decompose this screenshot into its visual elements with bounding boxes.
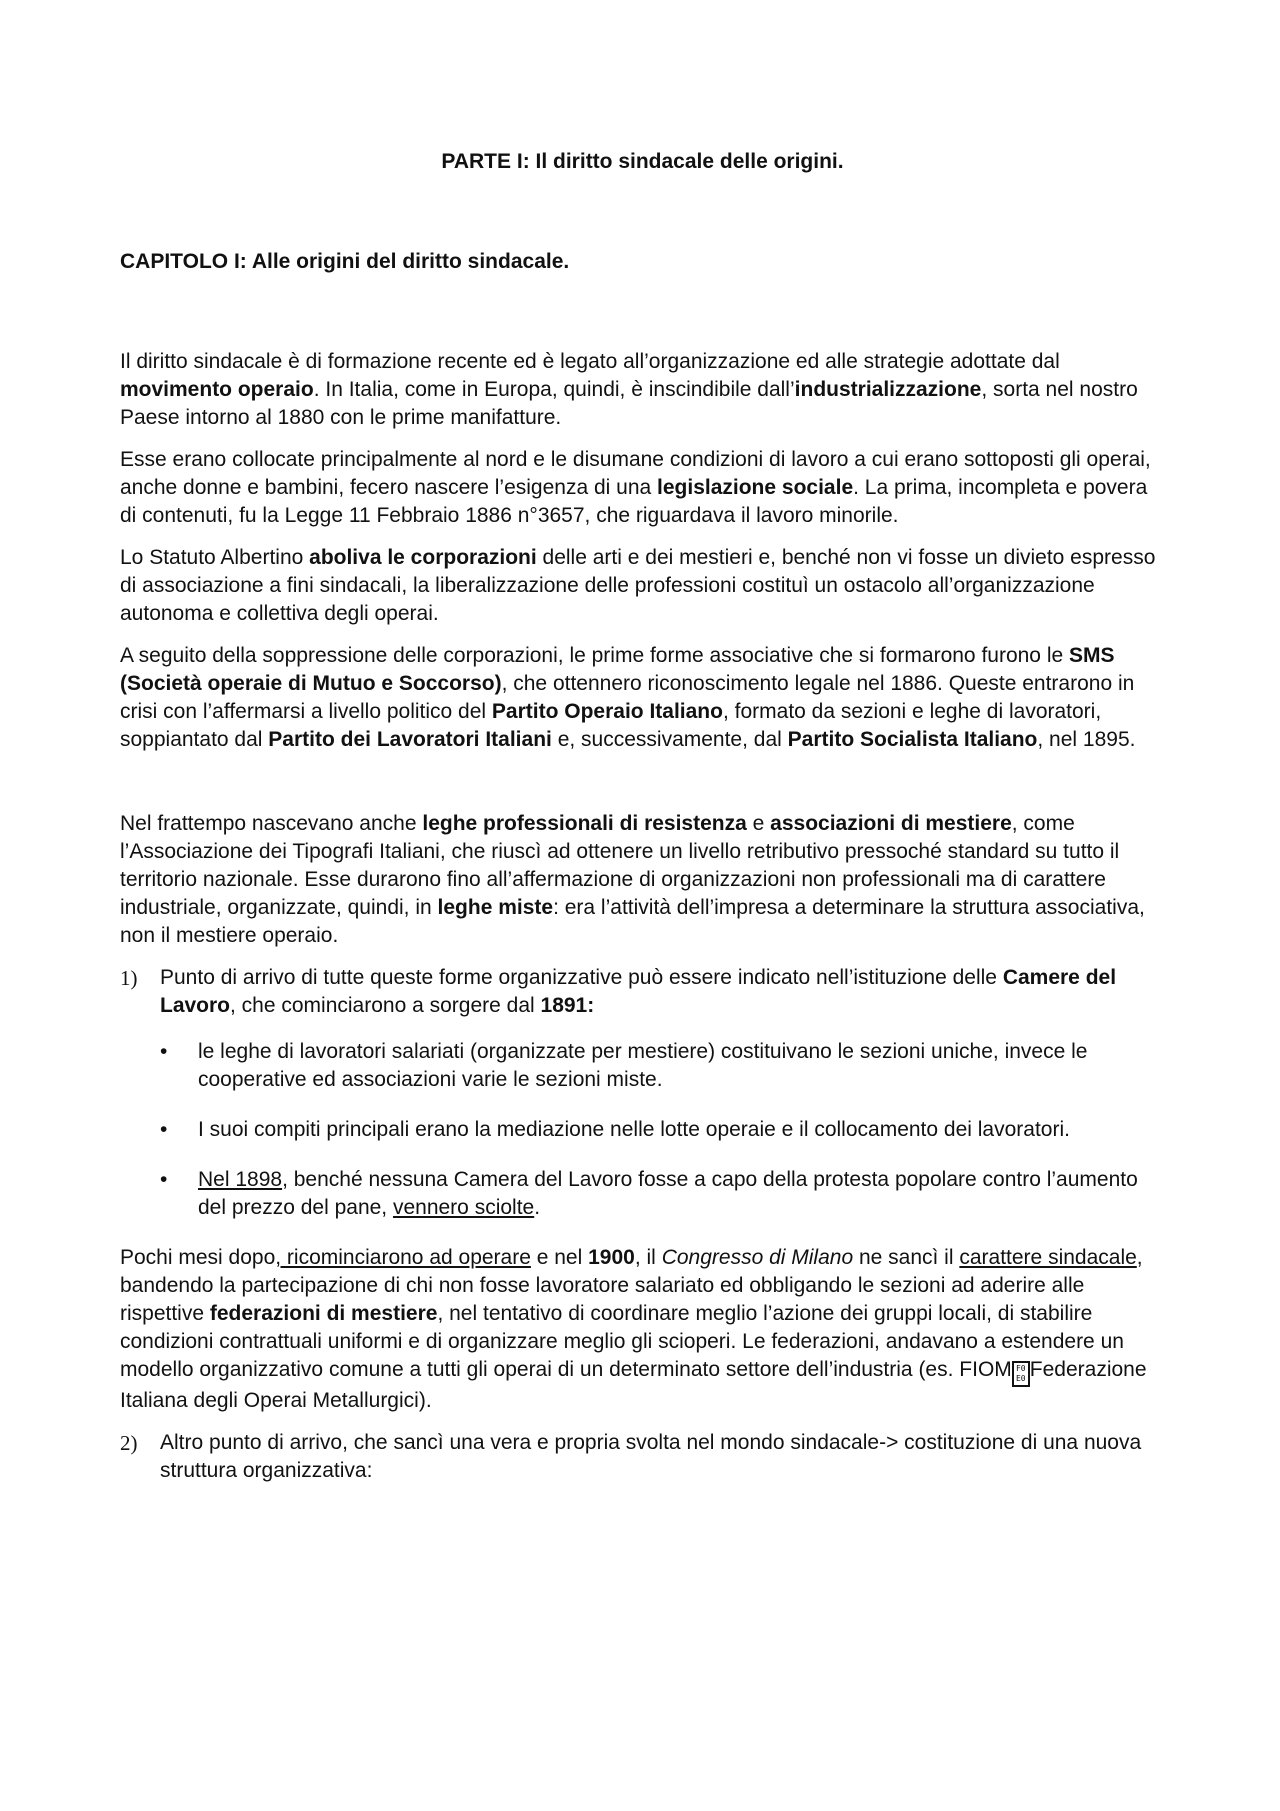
bullet-icon: • — [160, 1168, 168, 1191]
item-number: 1) — [120, 966, 138, 990]
chapter-title: CAPITOLO I: Alle origini del diritto sindacale. — [120, 250, 570, 273]
paragraph-social-legislation: Esse erano collocate principalmente al nord e le disumane condizioni di lavoro a cui erano sottoposti gli operai, anche donne e bambini, fecero nascere l’esigenza di una legislazione sociale. La prima, incompleta e povera di contenuti, fu la Legge 11 Febbraio 1886 n°3657, che riguardava il lavoro minorile. — [120, 448, 1151, 527]
paragraph-intro: Il diritto sindacale è di formazione recente ed è legato all’organizzazione ed alle strategie adottate dal movimento operaio. In Italia, come in Europa, quindi, è inscindibile dall’industrializzazione, sorta nel nostro Paese intorno al 1880 con le prime manifatture. — [120, 350, 1138, 429]
bullet-icon: • — [160, 1040, 168, 1063]
bullet-list — [120, 1038, 1165, 1222]
item-text: Altro punto di arrivo, che sancì una vera e propria svolta nel mondo sindacale-> costituzione di una nuova struttura organizzativa: — [160, 1431, 1142, 1482]
item-text: Punto di arrivo di tutte queste forme organizzative può essere indicato nell’istituzione delle Camere del Lavoro, che cominciarono a sorgere dal 1891: — [160, 966, 1117, 1017]
paragraph-statuto-albertino: Lo Statuto Albertino aboliva le corporazioni delle arti e dei mestieri e, benché non vi fosse un divieto espresso di associazione a fini sindacali, la liberalizzazione delle professioni costituì un ostacolo all’organizzazione autonoma e collettiva degli operai. — [120, 546, 1156, 625]
numbered-item-2 — [120, 1429, 1165, 1485]
bullet-item: • I suoi compiti principali erano la mediazione nelle lotte operaie e il collocamento dei lavoratori. — [120, 1116, 1165, 1144]
bullet-item: • Nel 1898, benché nessuna Camera del Lavoro fosse a capo della protesta popolare contro l’aumento del prezzo del pane, vennero sciolte. — [160, 1168, 1138, 1219]
part-title: PARTE I: Il diritto sindacale delle origini. — [441, 150, 844, 173]
paragraph-sms: A seguito della soppressione delle corporazioni, le prime forme associative che si formarono furono le SMS (Società operaie di Mutuo e Soccorso), che ottennero riconoscimento legale nel 1886. Queste entrarono in crisi con l’affermarsi a livello politico del Partito Operaio Italiano, formato da sezioni e leghe di lavoratori, soppiantato dal Partito dei Lavoratori Italiani e, successivamente, dal Partito Socialista Italiano, nel 1895. — [120, 644, 1136, 751]
bullet-item: • le leghe di lavoratori salariati (organizzate per mestiere) costituivano le sezioni uniche, invece le cooperative ed associazioni varie le sezioni miste. — [160, 1040, 1088, 1091]
missing-glyph-icon: F0 E0 — [1012, 1361, 1030, 1387]
paragraph-congresso-milano: Pochi mesi dopo, ricominciarono ad operare e nel 1900, il Congresso di Milano ne sancì il carattere sindacale, bandendo la partecipazione di chi non fosse lavoratore salariato ed obbligando le sezioni ad aderire alle rispettive federazioni di mestiere, nel tentativo di coordinare meglio l’azione dei gruppi locali, di stabilire condizioni contrattuali uniformi e di organizzare meglio gli scioperi. Le federazioni, andavano a estendere un modello organizzativo comune a tutti gli operai di un determinato settore dell’industria (es. FIOM F0 E0 Federazione Italiana degli Operai Metallurgici). — [120, 1246, 1147, 1412]
document-page — [120, 148, 1165, 1503]
paragraph-leghe: Nel frattempo nascevano anche leghe professionali di resistenza e associazioni di mestiere, come l’Associazione dei Tipografi Italiani, che riuscì ad ottenere un livello retributivo pressoché standard su tutto il territorio nazionale. Esse durarono fino all’affermazione di organizzazioni non professionali ma di carattere industriale, organizzate, quindi, in leghe miste: era l’attività dell’impresa a determinare la struttura associativa, non il mestiere operaio. — [120, 812, 1145, 947]
numbered-item-1 — [120, 964, 1165, 1020]
item-number: 2) — [120, 1431, 138, 1455]
bullet-icon: • — [160, 1118, 168, 1141]
